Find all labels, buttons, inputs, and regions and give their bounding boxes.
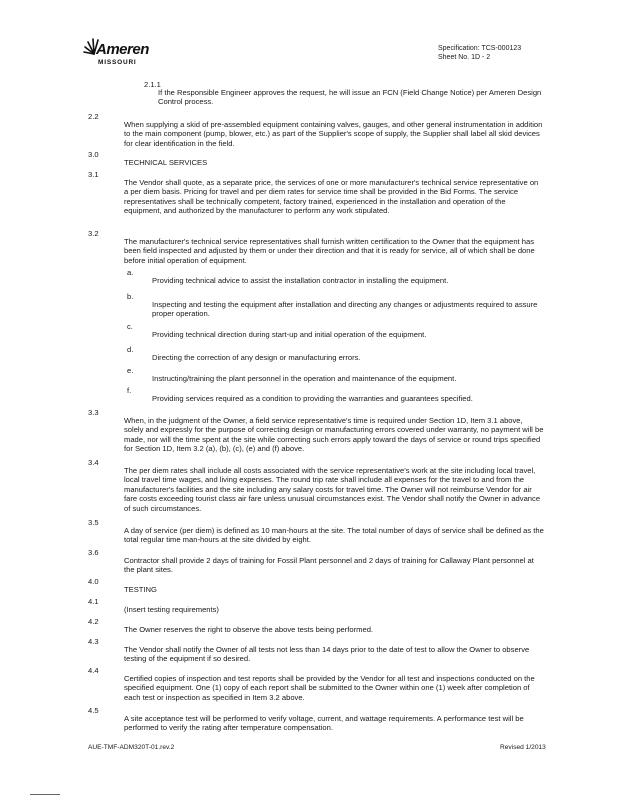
sub-item-letter: f. [127,386,132,395]
item-number: 2.1.1 [144,80,161,89]
section-title: TESTING [124,584,157,594]
item-text: A day of service (per diem) is defined as 10 man-hours at the site. The total number of days of service shall be defined as the total regular time man-hours at the site divided by eight. [124,525,544,545]
item-number: 2.2 [88,112,99,121]
item-number: 4.1 [88,597,99,606]
item-text: The manufacturer's technical service representatives shall furnish written certification to the Owner that the equipment has been field inspected and adjusted by them or under their direction and that it is ready for service, all of which shall be done before initial operation of equipment. [124,236,535,265]
sub-item-text: Providing technical advice to assist the installation contractor in installing the equipment. [152,275,449,285]
item-number: 4.4 [88,666,99,675]
item-number: 4.5 [88,706,99,715]
footer-revised: Revised 1/2013 [500,744,546,751]
item-text: (Insert testing requirements) [124,604,219,614]
sub-item-letter: a. [127,268,134,277]
item-number: 3.2 [88,229,99,238]
scan-artifact [30,794,60,795]
sub-item-text: Providing services required as a condition to providing the warranties and guarantees specified. [152,393,473,403]
item-number: 4.2 [88,617,99,626]
sub-item-text: Directing the correction of any design or manufacturing errors. [152,352,361,362]
sub-item-letter: d. [127,345,134,354]
sub-item-letter: e. [127,366,134,375]
spec-header [438,44,521,62]
item-number: 3.5 [88,518,99,527]
section-title: TECHNICAL SERVICES [124,157,208,167]
item-text: When supplying a skid of pre-assembled equipment containing valves, gauges, and other general instrumentation in addition to the main component (pump, blower, etc.) as part of the Supplier's scope of supply, the Supplier shall label all skid devices for clear identification in the field. [124,119,543,148]
footer-doc-id: AUE-TMF-ADM320T-01.rev.2 [88,744,175,751]
item-number: 4.3 [88,637,99,646]
item-number: 3.1 [88,170,99,179]
logo-state: MISSOURI [98,59,137,66]
item-text: The Vendor shall quote, as a separate price, the services of one or more manufacturer's technical service representative on a per diem basis. Pricing for travel and per diem rates for service time shall be provided in the Bid Forms. The service representatives shall be technically competent, factory trained, experienced in the installation and operation of the equipment, and authorized by the manufacturer to perform any work stipulated. [124,177,539,216]
item-number: 3.6 [88,548,99,557]
sub-item-text: Inspecting and testing the equipment after installation and directing any changes or adjustments required to assure proper operation. [152,299,538,319]
item-text: When, in the judgment of the Owner, a field service representative's time is required under Section 1D, Item 3.1 above, solely and expressly for the purpose of correcting design or manufacturing errors covered under warranty, no payment will be made, nor will the time spent at the site while correcting such errors apply toward the days of service or round trips specified for Section 1D, Item 3.2 (a), (b), (c), (e) and (f) above. [124,415,544,454]
section-number: 3.0 [88,150,99,159]
logo-wordmark: Ameren [96,41,149,58]
spec-number: Specification: TCS-000123 [438,45,522,52]
section-number: 4.0 [88,577,99,586]
item-text: If the Responsible Engineer approves the request, he will issue an FCN (Field Change Notice) per Ameren Design Control process. [158,87,542,107]
sub-item-text: Instructing/training the plant personnel in the operation and maintenance of the equipment. [152,373,457,383]
item-text: The per diem rates shall include all costs associated with the service representative's work at the site including local travel, local travel time wages, and living expenses. The round trip rate shall include all expenses for the travel to and from the manufacturer's facilities and the site including any salary costs for travel time. The Owner will not reimburse Vendor for air fare costs exceeding tourist class air fare unless unusual circumstances exist. The Vendor shall notify the Owner in advance of such circumstances. [124,465,541,513]
ameren-logo [80,36,160,72]
sheet-number: Sheet No. 1D - 2 [438,54,491,61]
item-number: 3.4 [88,458,99,467]
item-text: Certified copies of inspection and test reports shall be provided by the Vendor for all test and inspections conducted on the specified equipment. One (1) copy of each report shall be submitted to the Owner within one (1) week after completion of each test or inspection as specified in Item 3.2 above. [124,673,535,702]
sub-item-letter: c. [127,322,133,331]
item-number: 3.3 [88,408,99,417]
sub-item-text: Providing technical direction during start-up and initial operation of the equipment. [152,329,427,339]
item-text: Contractor shall provide 2 days of training for Fossil Plant personnel and 2 days of training for Callaway Plant personnel at the plant sites. [124,555,534,575]
item-text: A site acceptance test will be performed to verify voltage, current, and wattage requirements. A performance test will be performed to verify the rating after temperature compensation. [124,713,524,733]
item-text: The Vendor shall notify the Owner of all tests not less than 14 days prior to the date of test to allow the Owner to observe testing of the equipment if so desired. [124,644,530,664]
item-text: The Owner reserves the right to observe the above tests being performed. [124,624,374,634]
sub-item-letter: b. [127,292,134,301]
